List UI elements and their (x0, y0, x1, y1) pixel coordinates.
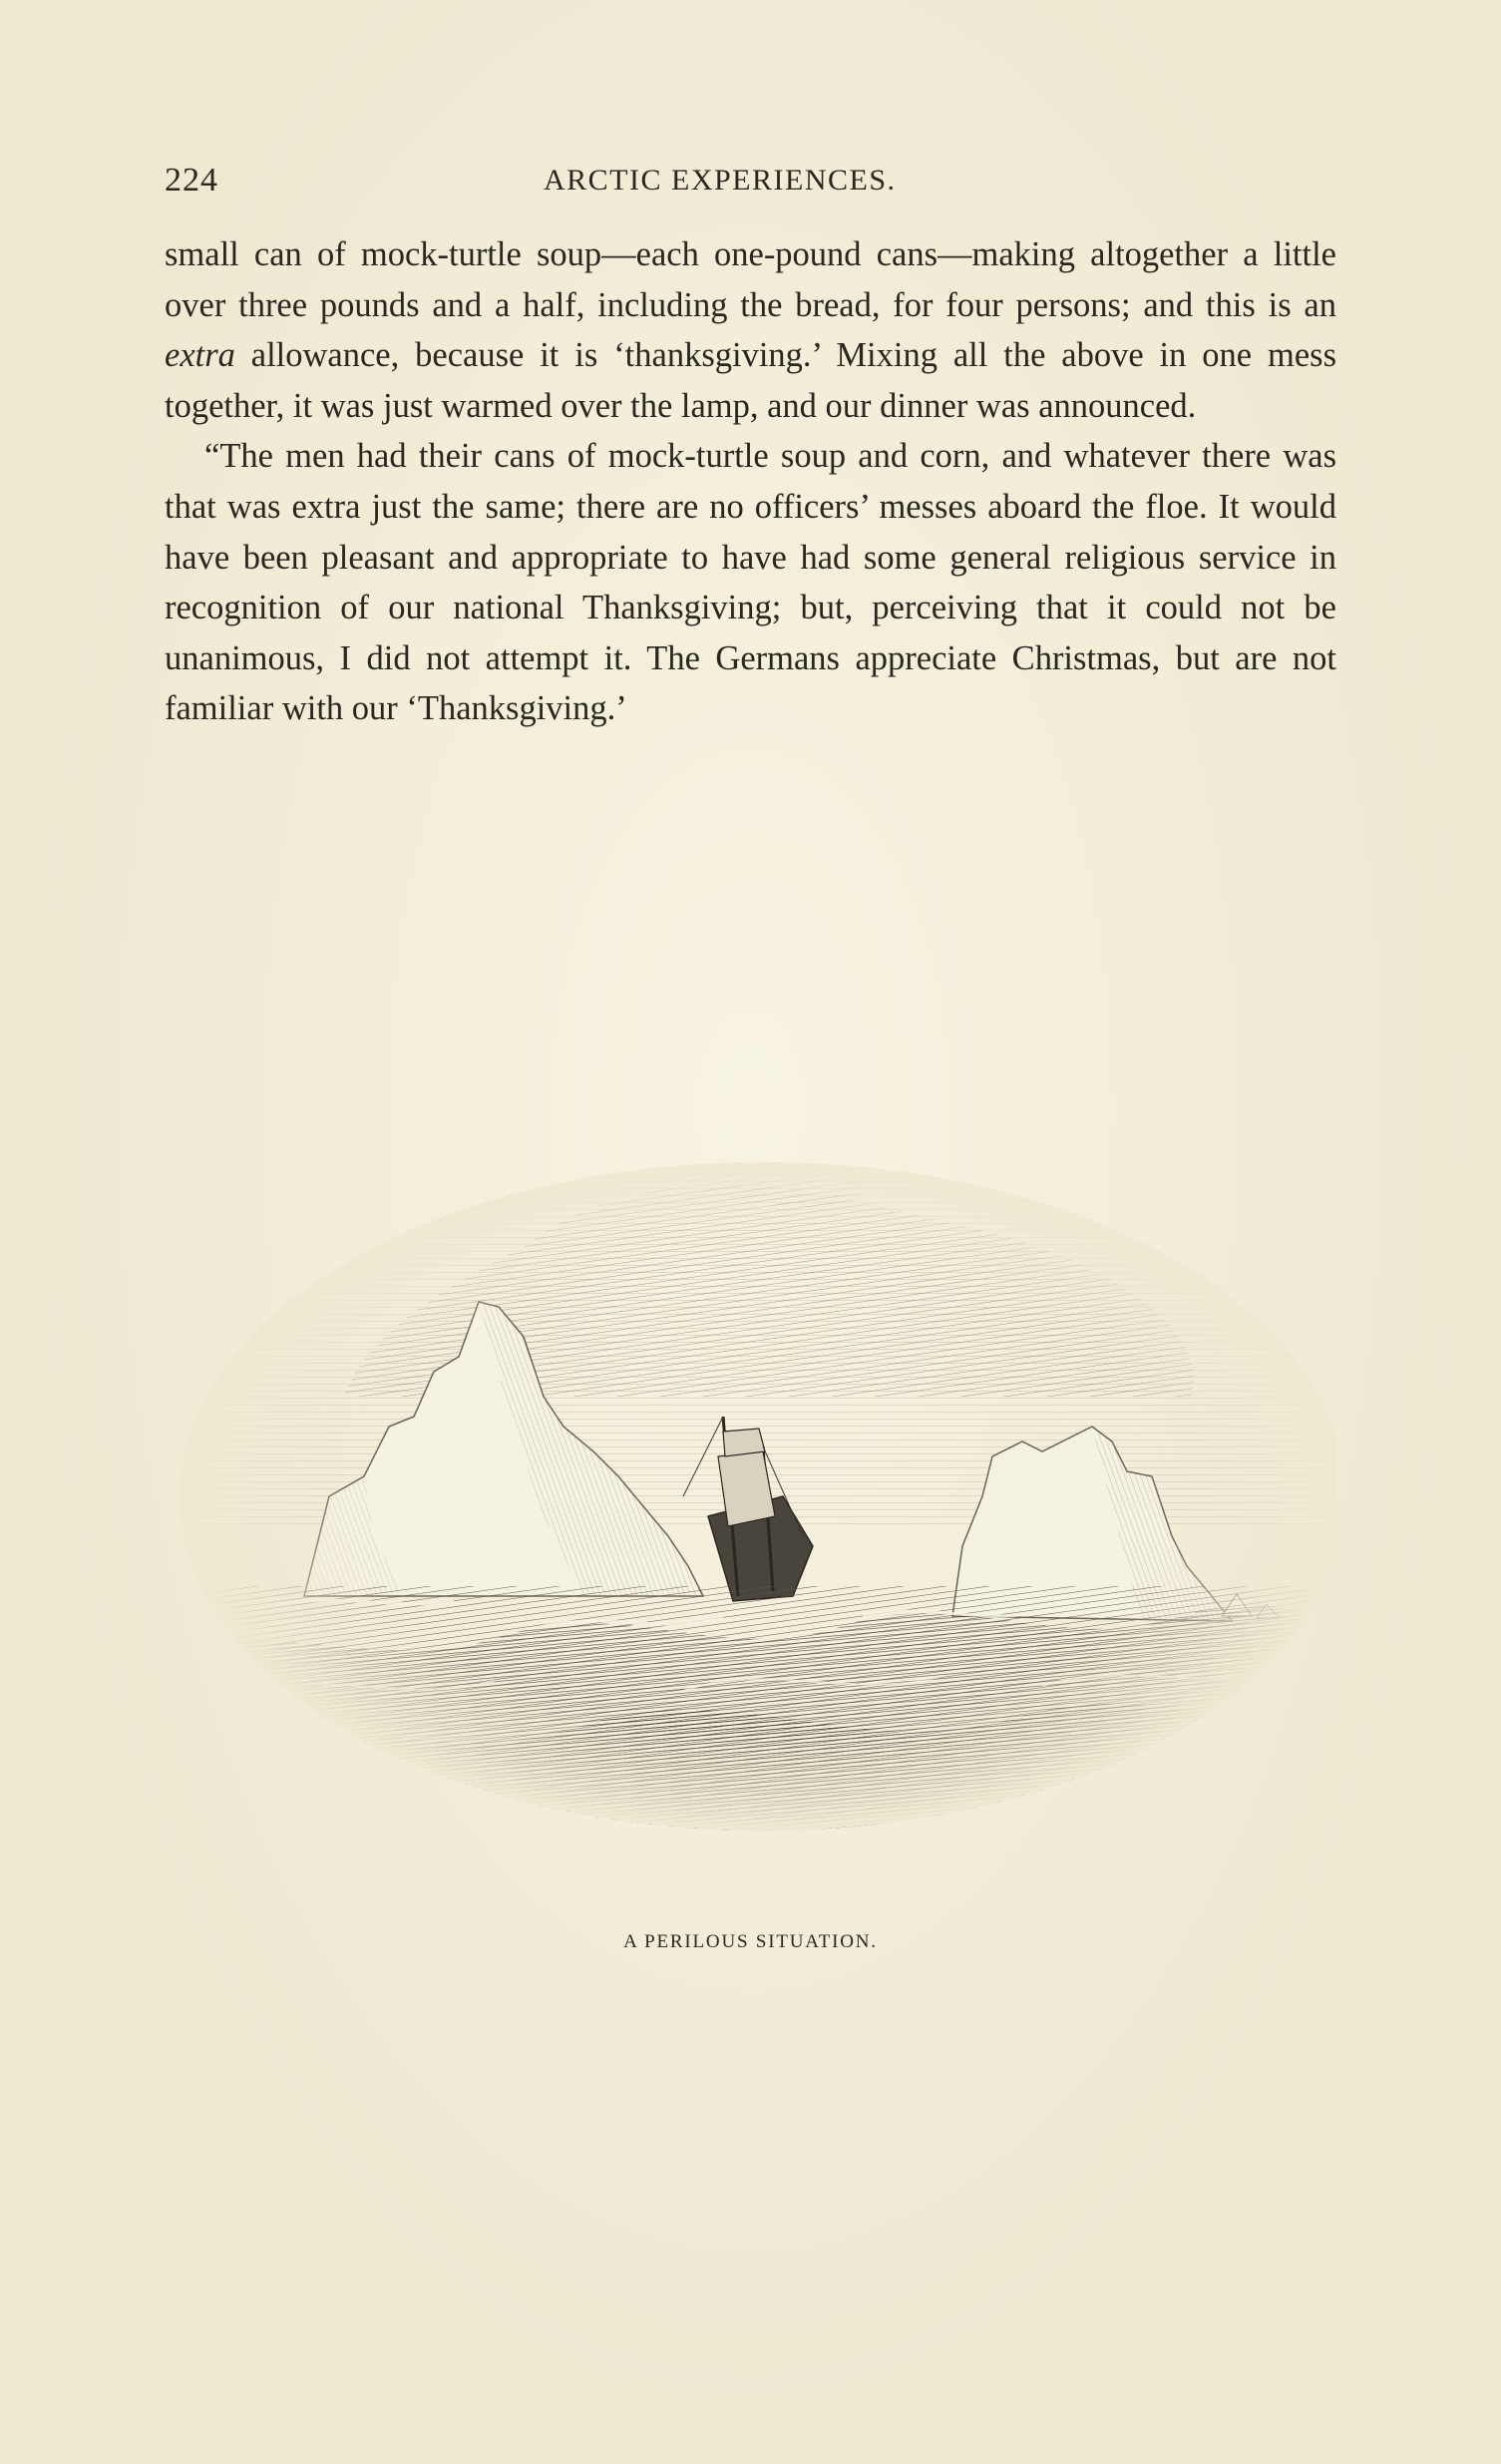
page-header (165, 162, 1336, 207)
engraving-illustration (165, 1097, 1336, 1885)
page-number: 224 (165, 162, 218, 199)
iceberg-ship-engraving (165, 1097, 1336, 1885)
paragraph-1-start: small can of mock-turtle soup—each one-pound cans—making altogether a little over three pounds and a half, including the bread, for four persons; and this is an (165, 235, 1336, 324)
running-head: ARCTIC EXPERIENCES. (544, 164, 897, 197)
body-text (165, 229, 1336, 734)
paragraph-1 (165, 229, 1336, 431)
paragraph-1-emphasis: extra (165, 336, 235, 375)
paragraph-1-end: allowance, because it is ‘thanksgiving.’ Mixing all the above in one mess together, it was just warmed over the lamp, and our dinner was announced. (165, 336, 1336, 425)
paragraph-2: “The men had their cans of mock-turtle soup and corn, and whatever there was that was extra just the same; there are no officers’ messes aboard the floe. It would have been pleasant and appropriate to have had some general religious service in recognition of our national Thanksgiving; but, perceiving that it could not be unanimous, I did not attempt it. The Germans appreciate Christmas, but are not familiar with our ‘Thanksgiving.’ (165, 437, 1336, 728)
figure-caption: A PERILOUS SITUATION. (623, 1931, 878, 1952)
